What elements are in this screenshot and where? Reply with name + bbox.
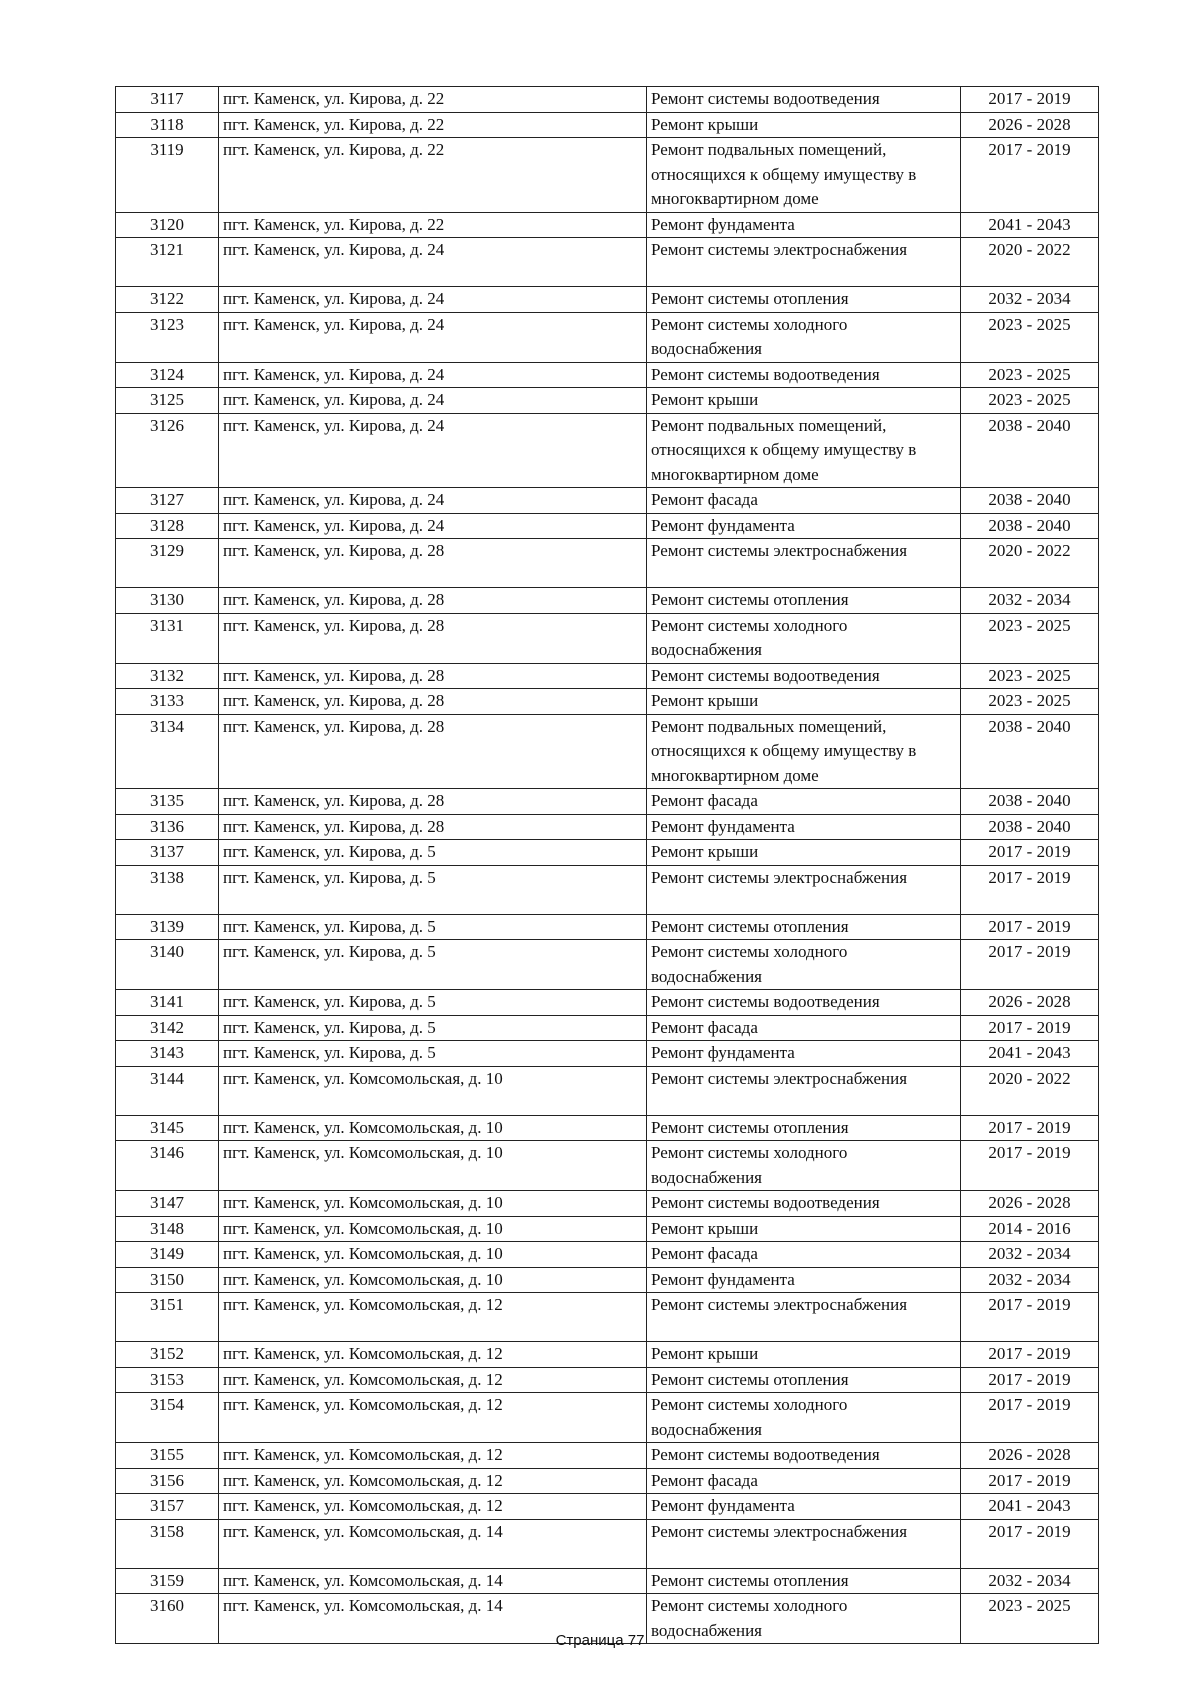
work-type-cell: Ремонт фундамента	[647, 814, 961, 840]
work-type-cell: Ремонт крыши	[647, 1216, 961, 1242]
address-cell: пгт. Каменск, ул. Кирова, д. 24	[219, 362, 647, 388]
row-number-cell: 3150	[116, 1267, 219, 1293]
row-number-cell: 3136	[116, 814, 219, 840]
address-cell: пгт. Каменск, ул. Кирова, д. 22	[219, 138, 647, 213]
row-number-cell: 3125	[116, 388, 219, 414]
work-type-cell: Ремонт подвальных помещений, относящихся к общему имуществу в многоквартирном доме	[647, 714, 961, 789]
row-number-cell: 3137	[116, 840, 219, 866]
work-type-cell: Ремонт системы электроснабжения	[647, 1519, 961, 1568]
table-row	[116, 714, 1099, 789]
row-number-cell: 3140	[116, 940, 219, 990]
period-cell: 2020 - 2022	[961, 238, 1099, 287]
work-type-cell: Ремонт системы электроснабжения	[647, 1066, 961, 1115]
work-type-cell: Ремонт подвальных помещений, относящихся к общему имуществу в многоквартирном доме	[647, 413, 961, 488]
address-cell: пгт. Каменск, ул. Кирова, д. 28	[219, 714, 647, 789]
work-type-cell: Ремонт фасада	[647, 488, 961, 514]
period-cell: 2038 - 2040	[961, 714, 1099, 789]
work-type-cell: Ремонт фасада	[647, 1015, 961, 1041]
table-row	[116, 362, 1099, 388]
table-row	[116, 1041, 1099, 1067]
address-cell: пгт. Каменск, ул. Кирова, д. 5	[219, 940, 647, 990]
work-type-cell: Ремонт крыши	[647, 840, 961, 866]
address-cell: пгт. Каменск, ул. Комсомольская, д. 10	[219, 1216, 647, 1242]
work-type-cell: Ремонт системы водоотведения	[647, 362, 961, 388]
row-number-cell: 3134	[116, 714, 219, 789]
row-number-cell: 3139	[116, 914, 219, 940]
period-cell: 2023 - 2025	[961, 312, 1099, 362]
work-type-cell: Ремонт системы водоотведения	[647, 1443, 961, 1469]
row-number-cell: 3144	[116, 1066, 219, 1115]
row-number-cell: 3158	[116, 1519, 219, 1568]
period-cell: 2017 - 2019	[961, 87, 1099, 113]
period-cell: 2038 - 2040	[961, 814, 1099, 840]
address-cell: пгт. Каменск, ул. Комсомольская, д. 12	[219, 1367, 647, 1393]
table-row	[116, 914, 1099, 940]
table-row	[116, 1443, 1099, 1469]
row-number-cell: 3117	[116, 87, 219, 113]
table-row	[116, 1519, 1099, 1568]
period-cell: 2017 - 2019	[961, 1519, 1099, 1568]
address-cell: пгт. Каменск, ул. Комсомольская, д. 12	[219, 1293, 647, 1342]
work-type-cell: Ремонт подвальных помещений, относящихся к общему имуществу в многоквартирном доме	[647, 138, 961, 213]
period-cell: 2032 - 2034	[961, 1242, 1099, 1268]
work-type-cell: Ремонт системы отопления	[647, 1115, 961, 1141]
table-row	[116, 1066, 1099, 1115]
table-row	[116, 1468, 1099, 1494]
work-type-cell: Ремонт фундамента	[647, 1267, 961, 1293]
table-row	[116, 1393, 1099, 1443]
period-cell: 2026 - 2028	[961, 990, 1099, 1016]
address-cell: пгт. Каменск, ул. Кирова, д. 24	[219, 238, 647, 287]
table-row	[116, 87, 1099, 113]
table-row	[116, 940, 1099, 990]
table-row	[116, 513, 1099, 539]
work-type-cell: Ремонт крыши	[647, 689, 961, 715]
address-cell: пгт. Каменск, ул. Комсомольская, д. 12	[219, 1342, 647, 1368]
period-cell: 2026 - 2028	[961, 112, 1099, 138]
period-cell: 2041 - 2043	[961, 1041, 1099, 1067]
row-number-cell: 3148	[116, 1216, 219, 1242]
address-cell: пгт. Каменск, ул. Кирова, д. 28	[219, 539, 647, 588]
work-type-cell: Ремонт фундамента	[647, 513, 961, 539]
table-row	[116, 689, 1099, 715]
work-type-cell: Ремонт системы холодного водоснабжения	[647, 312, 961, 362]
work-type-cell: Ремонт системы электроснабжения	[647, 865, 961, 914]
period-cell: 2017 - 2019	[961, 1015, 1099, 1041]
row-number-cell: 3159	[116, 1568, 219, 1594]
work-type-cell: Ремонт крыши	[647, 1342, 961, 1368]
work-type-cell: Ремонт системы водоотведения	[647, 87, 961, 113]
period-cell: 2017 - 2019	[961, 1367, 1099, 1393]
address-cell: пгт. Каменск, ул. Кирова, д. 5	[219, 990, 647, 1016]
work-type-cell: Ремонт фундамента	[647, 1041, 961, 1067]
address-cell: пгт. Каменск, ул. Кирова, д. 24	[219, 388, 647, 414]
period-cell: 2023 - 2025	[961, 689, 1099, 715]
row-number-cell: 3131	[116, 613, 219, 663]
address-cell: пгт. Каменск, ул. Комсомольская, д. 12	[219, 1468, 647, 1494]
work-type-cell: Ремонт системы отопления	[647, 588, 961, 614]
address-cell: пгт. Каменск, ул. Комсомольская, д. 10	[219, 1141, 647, 1191]
period-cell: 2017 - 2019	[961, 865, 1099, 914]
table-row	[116, 238, 1099, 287]
table-row	[116, 1191, 1099, 1217]
row-number-cell: 3135	[116, 789, 219, 815]
period-cell: 2017 - 2019	[961, 1115, 1099, 1141]
row-number-cell: 3160	[116, 1594, 219, 1644]
row-number-cell: 3128	[116, 513, 219, 539]
address-cell: пгт. Каменск, ул. Кирова, д. 5	[219, 840, 647, 866]
row-number-cell: 3146	[116, 1141, 219, 1191]
period-cell: 2041 - 2043	[961, 212, 1099, 238]
address-cell: пгт. Каменск, ул. Комсомольская, д. 10	[219, 1267, 647, 1293]
period-cell: 2041 - 2043	[961, 1494, 1099, 1520]
address-cell: пгт. Каменск, ул. Кирова, д. 22	[219, 212, 647, 238]
table-row	[116, 1293, 1099, 1342]
work-type-cell: Ремонт системы водоотведения	[647, 1191, 961, 1217]
row-number-cell: 3127	[116, 488, 219, 514]
row-number-cell: 3133	[116, 689, 219, 715]
table-row	[116, 388, 1099, 414]
work-type-cell: Ремонт системы холодного водоснабжения	[647, 940, 961, 990]
period-cell: 2017 - 2019	[961, 940, 1099, 990]
period-cell: 2017 - 2019	[961, 1293, 1099, 1342]
work-type-cell: Ремонт фасада	[647, 1468, 961, 1494]
address-cell: пгт. Каменск, ул. Кирова, д. 5	[219, 1015, 647, 1041]
work-type-cell: Ремонт системы водоотведения	[647, 990, 961, 1016]
page-number: Страница 77	[555, 1632, 645, 1649]
address-cell: пгт. Каменск, ул. Кирова, д. 24	[219, 287, 647, 313]
work-type-cell: Ремонт крыши	[647, 112, 961, 138]
table-row	[116, 1267, 1099, 1293]
period-cell: 2017 - 2019	[961, 1342, 1099, 1368]
work-type-cell: Ремонт системы холодного водоснабжения	[647, 1141, 961, 1191]
period-cell: 2026 - 2028	[961, 1443, 1099, 1469]
table-row	[116, 488, 1099, 514]
row-number-cell: 3157	[116, 1494, 219, 1520]
address-cell: пгт. Каменск, ул. Кирова, д. 22	[219, 112, 647, 138]
table-row	[116, 1141, 1099, 1191]
row-number-cell: 3147	[116, 1191, 219, 1217]
table-row	[116, 1367, 1099, 1393]
address-cell: пгт. Каменск, ул. Кирова, д. 28	[219, 814, 647, 840]
row-number-cell: 3124	[116, 362, 219, 388]
table-row	[116, 1115, 1099, 1141]
work-type-cell: Ремонт системы водоотведения	[647, 663, 961, 689]
address-cell: пгт. Каменск, ул. Кирова, д. 28	[219, 689, 647, 715]
row-number-cell: 3118	[116, 112, 219, 138]
period-cell: 2017 - 2019	[961, 914, 1099, 940]
period-cell: 2023 - 2025	[961, 663, 1099, 689]
period-cell: 2017 - 2019	[961, 1393, 1099, 1443]
table-row	[116, 663, 1099, 689]
table-row	[116, 287, 1099, 313]
row-number-cell: 3122	[116, 287, 219, 313]
table-row	[116, 112, 1099, 138]
work-type-cell: Ремонт крыши	[647, 388, 961, 414]
period-cell: 2020 - 2022	[961, 539, 1099, 588]
table-row	[116, 539, 1099, 588]
address-cell: пгт. Каменск, ул. Комсомольская, д. 12	[219, 1443, 647, 1469]
work-type-cell: Ремонт фасада	[647, 1242, 961, 1268]
row-number-cell: 3151	[116, 1293, 219, 1342]
address-cell: пгт. Каменск, ул. Комсомольская, д. 14	[219, 1519, 647, 1568]
address-cell: пгт. Каменск, ул. Комсомольская, д. 10	[219, 1066, 647, 1115]
row-number-cell: 3155	[116, 1443, 219, 1469]
table-row	[116, 413, 1099, 488]
period-cell: 2038 - 2040	[961, 789, 1099, 815]
period-cell: 2014 - 2016	[961, 1216, 1099, 1242]
work-type-cell: Ремонт системы отопления	[647, 914, 961, 940]
row-number-cell: 3126	[116, 413, 219, 488]
work-type-cell: Ремонт системы отопления	[647, 1568, 961, 1594]
table-row	[116, 212, 1099, 238]
address-cell: пгт. Каменск, ул. Кирова, д. 5	[219, 1041, 647, 1067]
repair-schedule-table	[115, 86, 1099, 1644]
period-cell: 2023 - 2025	[961, 362, 1099, 388]
period-cell: 2032 - 2034	[961, 287, 1099, 313]
period-cell: 2020 - 2022	[961, 1066, 1099, 1115]
address-cell: пгт. Каменск, ул. Комсомольская, д. 14	[219, 1568, 647, 1594]
work-type-cell: Ремонт системы холодного водоснабжения	[647, 613, 961, 663]
period-cell: 2023 - 2025	[961, 1594, 1099, 1644]
table-row	[116, 840, 1099, 866]
row-number-cell: 3121	[116, 238, 219, 287]
row-number-cell: 3132	[116, 663, 219, 689]
work-type-cell: Ремонт фундамента	[647, 1494, 961, 1520]
period-cell: 2017 - 2019	[961, 1468, 1099, 1494]
row-number-cell: 3153	[116, 1367, 219, 1393]
period-cell: 2023 - 2025	[961, 613, 1099, 663]
table-row	[116, 1342, 1099, 1368]
table-row	[116, 312, 1099, 362]
address-cell: пгт. Каменск, ул. Кирова, д. 24	[219, 488, 647, 514]
table-row	[116, 1015, 1099, 1041]
address-cell: пгт. Каменск, ул. Кирова, д. 5	[219, 865, 647, 914]
table-row	[116, 1494, 1099, 1520]
period-cell: 2017 - 2019	[961, 840, 1099, 866]
work-type-cell: Ремонт системы электроснабжения	[647, 1293, 961, 1342]
address-cell: пгт. Каменск, ул. Кирова, д. 24	[219, 513, 647, 539]
table-row	[116, 588, 1099, 614]
row-number-cell: 3138	[116, 865, 219, 914]
row-number-cell: 3130	[116, 588, 219, 614]
period-cell: 2038 - 2040	[961, 513, 1099, 539]
table-row	[116, 1216, 1099, 1242]
address-cell: пгт. Каменск, ул. Комсомольская, д. 10	[219, 1242, 647, 1268]
address-cell: пгт. Каменск, ул. Кирова, д. 28	[219, 789, 647, 815]
table-row	[116, 1242, 1099, 1268]
table-body	[116, 87, 1099, 1644]
work-type-cell: Ремонт системы отопления	[647, 1367, 961, 1393]
address-cell: пгт. Каменск, ул. Комсомольская, д. 10	[219, 1191, 647, 1217]
work-type-cell: Ремонт системы отопления	[647, 287, 961, 313]
address-cell: пгт. Каменск, ул. Комсомольская, д. 10	[219, 1115, 647, 1141]
table-row	[116, 138, 1099, 213]
period-cell: 2038 - 2040	[961, 488, 1099, 514]
row-number-cell: 3152	[116, 1342, 219, 1368]
work-type-cell: Ремонт системы электроснабжения	[647, 238, 961, 287]
period-cell: 2023 - 2025	[961, 388, 1099, 414]
row-number-cell: 3123	[116, 312, 219, 362]
work-type-cell: Ремонт системы холодного водоснабжения	[647, 1393, 961, 1443]
table-row	[116, 789, 1099, 815]
table-row	[116, 613, 1099, 663]
period-cell: 2038 - 2040	[961, 413, 1099, 488]
work-type-cell: Ремонт системы холодного водоснабжения	[647, 1594, 961, 1644]
table-row	[116, 990, 1099, 1016]
row-number-cell: 3154	[116, 1393, 219, 1443]
row-number-cell: 3149	[116, 1242, 219, 1268]
period-cell: 2026 - 2028	[961, 1191, 1099, 1217]
address-cell: пгт. Каменск, ул. Кирова, д. 22	[219, 87, 647, 113]
address-cell: пгт. Каменск, ул. Кирова, д. 5	[219, 914, 647, 940]
address-cell: пгт. Каменск, ул. Кирова, д. 28	[219, 613, 647, 663]
row-number-cell: 3119	[116, 138, 219, 213]
period-cell: 2032 - 2034	[961, 1568, 1099, 1594]
row-number-cell: 3145	[116, 1115, 219, 1141]
address-cell: пгт. Каменск, ул. Кирова, д. 28	[219, 663, 647, 689]
address-cell: пгт. Каменск, ул. Комсомольская, д. 12	[219, 1393, 647, 1443]
work-type-cell: Ремонт системы электроснабжения	[647, 539, 961, 588]
work-type-cell: Ремонт фундамента	[647, 212, 961, 238]
period-cell: 2032 - 2034	[961, 1267, 1099, 1293]
address-cell: пгт. Каменск, ул. Комсомольская, д. 12	[219, 1494, 647, 1520]
work-type-cell: Ремонт фасада	[647, 789, 961, 815]
row-number-cell: 3156	[116, 1468, 219, 1494]
period-cell: 2017 - 2019	[961, 1141, 1099, 1191]
address-cell: пгт. Каменск, ул. Кирова, д. 28	[219, 588, 647, 614]
address-cell: пгт. Каменск, ул. Комсомольская, д. 14	[219, 1594, 647, 1644]
row-number-cell: 3143	[116, 1041, 219, 1067]
period-cell: 2032 - 2034	[961, 588, 1099, 614]
row-number-cell: 3120	[116, 212, 219, 238]
address-cell: пгт. Каменск, ул. Кирова, д. 24	[219, 413, 647, 488]
address-cell: пгт. Каменск, ул. Кирова, д. 24	[219, 312, 647, 362]
period-cell: 2017 - 2019	[961, 138, 1099, 213]
table-row	[116, 865, 1099, 914]
table-row	[116, 814, 1099, 840]
table-row	[116, 1568, 1099, 1594]
row-number-cell: 3142	[116, 1015, 219, 1041]
row-number-cell: 3129	[116, 539, 219, 588]
row-number-cell: 3141	[116, 990, 219, 1016]
